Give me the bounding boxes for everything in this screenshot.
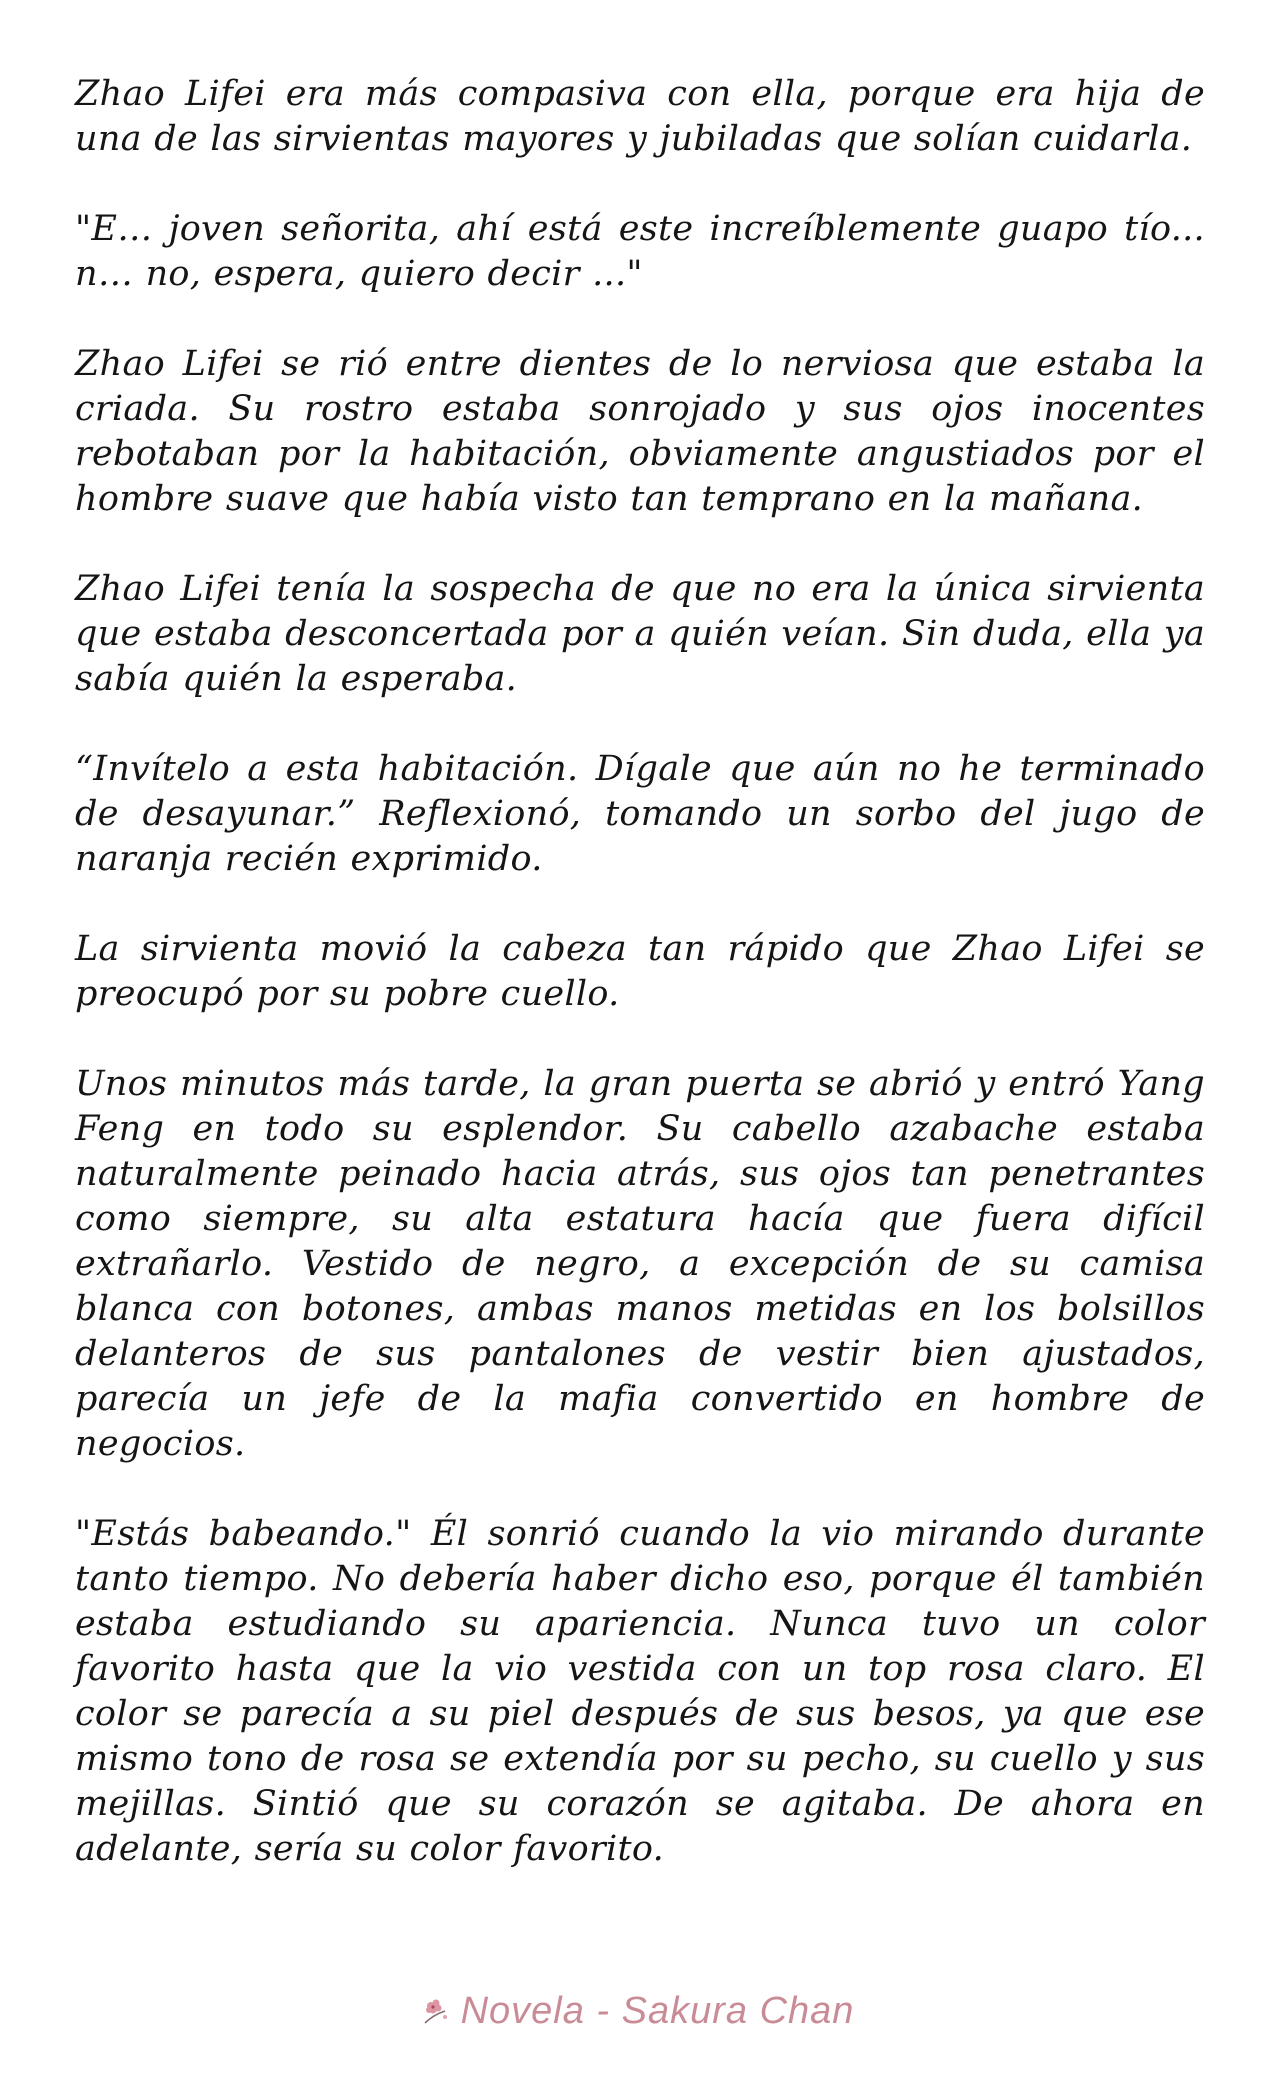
paragraph-7: Unos minutos más tarde, la gran puerta se abrió y entró Yang Feng en todo su esplendor. Su cabello azabache estaba naturalmente peinado hacia atrás, sus ojos tan penetrantes como siempre, su alta estatura hacía que fuera difícil extrañarlo. Vestido de negro, a excepción de su camisa blanca con botones, ambas manos metidas en los bolsillos delanteros de sus pantalones de vestir bien ajustados, parecía un jefe de la mafia convertido en hombre de negocios. — [75, 1064, 1205, 1464]
watermark-text: Novela - Sakura Chan — [460, 1990, 855, 2032]
paragraph-6: La sirvienta movió la cabeza tan rápido que Zhao Lifei se preocupó por su pobre cuello. — [75, 929, 1205, 1014]
paragraph-1: Zhao Lifei era más compasiva con ella, porque era hija de una de las sirvientas mayores y jubiladas que solían cuidarla. — [75, 74, 1205, 159]
paragraph-2: "E… joven señorita, ahí está este increíblemente guapo tío... n… no, espera, quiero decir ..." — [75, 209, 1205, 294]
watermark — [0, 1990, 1275, 2033]
paragraph-4: Zhao Lifei tenía la sospecha de que no era la única sirvienta que estaba desconcertada por a quién veían. Sin duda, ella ya sabía quién la esperaba. — [75, 569, 1205, 699]
paragraph-5: “Invítelo a esta habitación. Dígale que aún no he terminado de desayunar.” Reflexionó, tomando un sorbo del jugo de naranja recién exprimido. — [75, 749, 1205, 879]
paragraph-3: Zhao Lifei se rió entre dientes de lo nerviosa que estaba la criada. Su rostro estaba sonrojado y sus ojos inocentes rebotaban por la habitación, obviamente angustiados por el hombre suave que había visto tan temprano en la mañana. — [75, 344, 1205, 519]
cherry-blossom-icon — [421, 1994, 453, 2024]
chapter-text — [75, 72, 1205, 1872]
paragraph-8: "Estás babeando." Él sonrió cuando la vio mirando durante tanto tiempo. No debería haber dicho eso, porque él también estaba estudiando su apariencia. Nunca tuvo un color favorito hasta que la vio vestida con un top rosa claro. El color se parecía a su piel después de sus besos, ya que ese mismo tono de rosa se extendía por su pecho, su cuello y sus mejillas. Sintió que su corazón se agitaba. De ahora en adelante, sería su color favorito. — [75, 1514, 1205, 1869]
